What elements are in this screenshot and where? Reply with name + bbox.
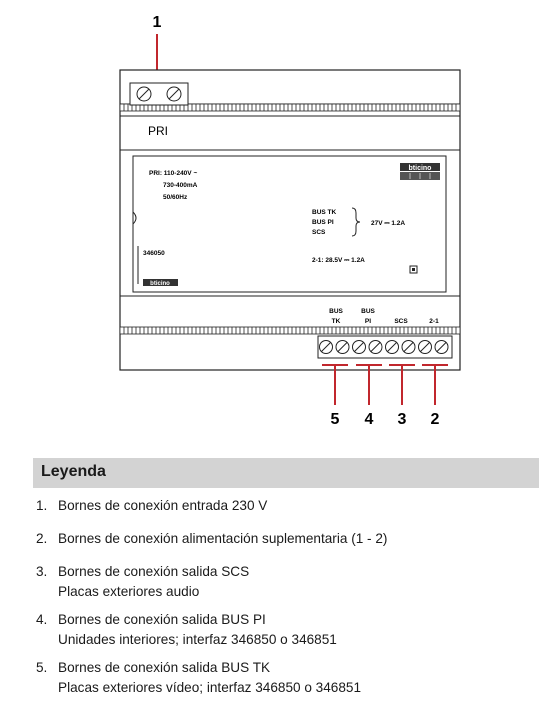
bottom-vent-strip	[120, 327, 460, 334]
svg-text:bticino: bticino	[150, 281, 170, 287]
legend-item: 4. Bornes de conexión salida BUS PI Unidades interiores; interfaz 346850 o 346851	[36, 612, 337, 647]
legend-title: Leyenda	[41, 463, 106, 480]
terminal-label-bus-pi: BUS	[361, 308, 375, 315]
legend-header	[33, 458, 539, 488]
callout-2: 2	[430, 411, 440, 428]
input-terminals	[130, 83, 188, 105]
terminal-label-2-1: 2-1	[429, 318, 439, 325]
output-terminals	[318, 336, 452, 358]
callout-4: 4	[364, 411, 374, 428]
output-bus-pi: BUS PI	[312, 219, 334, 226]
legend-item: 2. Bornes de conexión alimentación suplementaria (1 - 2)	[36, 531, 388, 546]
legend-list	[36, 496, 541, 706]
spec-input: PRI: 110-240V ~	[149, 170, 198, 177]
callout-1: 1	[152, 14, 162, 31]
output-bus-tk: BUS TK	[312, 209, 337, 216]
pri-label: PRI	[148, 124, 169, 138]
output-scs: SCS	[312, 229, 326, 236]
callout-5: 5	[330, 411, 340, 428]
terminal-label-pi: PI	[364, 318, 372, 325]
terminal-label-tk: TK	[331, 318, 341, 325]
legend-item: 3. Bornes de conexión salida SCS Placas exteriores audio	[36, 564, 250, 599]
model-number: 346050	[143, 250, 165, 257]
svg-text:bticino: bticino	[408, 165, 432, 172]
spec-current: 730-400mA	[163, 182, 198, 189]
bottom-callouts	[322, 365, 448, 405]
spec-frequency: 50/60Hz	[163, 194, 188, 201]
output-2-1: 2-1: 28.5V ⎓ 1.2A	[312, 257, 365, 264]
terminal-label-bus-tk: BUS	[329, 308, 343, 315]
legend-item: 5. Bornes de conexión salida BUS TK Placas exteriores vídeo; interfaz 346850 o 346851	[36, 660, 362, 695]
terminal-label-scs: SCS	[394, 318, 408, 325]
legend-item: 1. Bornes de conexión entrada 230 V	[36, 498, 268, 513]
callout-3: 3	[397, 411, 407, 428]
brand-logo-bottom	[143, 279, 178, 287]
output-rating: 27V ⎓ 1.2A	[371, 220, 406, 227]
